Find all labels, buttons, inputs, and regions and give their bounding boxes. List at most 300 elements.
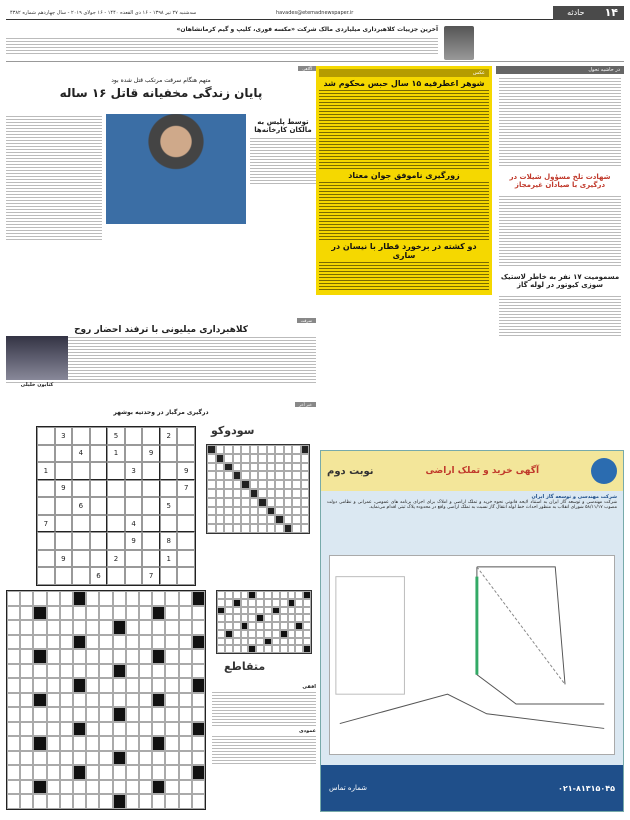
crossword-cell[interactable] <box>179 693 192 708</box>
crossword-cell[interactable] <box>152 707 165 722</box>
crossword-cell[interactable] <box>33 722 46 737</box>
crossword-grid[interactable] <box>6 590 206 810</box>
crossword-cell[interactable] <box>73 664 86 679</box>
crossword-cell[interactable] <box>33 765 46 780</box>
crossword-cell[interactable] <box>47 649 60 664</box>
sudoku-cell[interactable] <box>107 480 125 498</box>
crossword-cell[interactable] <box>86 591 99 606</box>
crossword-cell[interactable] <box>192 693 205 708</box>
sudoku-cell[interactable] <box>142 550 160 568</box>
sudoku-cell[interactable]: 1 <box>160 550 178 568</box>
sudoku-grid[interactable] <box>36 426 196 586</box>
crossword-cell[interactable] <box>99 664 112 679</box>
crossword-cell[interactable] <box>7 649 20 664</box>
crossword-cell[interactable] <box>192 765 205 780</box>
sudoku-cell[interactable]: 9 <box>55 480 73 498</box>
crossword-cell[interactable] <box>20 591 33 606</box>
crossword-cell[interactable] <box>20 606 33 621</box>
sudoku-cell[interactable]: 5 <box>160 497 178 515</box>
sudoku-cell[interactable] <box>160 462 178 480</box>
crossword-cell[interactable] <box>139 664 152 679</box>
crossword-cell[interactable] <box>113 664 126 679</box>
crossword-cell[interactable] <box>113 765 126 780</box>
crossword-cell[interactable] <box>73 635 86 650</box>
crossword-cell[interactable] <box>99 635 112 650</box>
crossword-cell[interactable] <box>139 707 152 722</box>
sudoku-cell[interactable] <box>142 480 160 498</box>
lead-headline[interactable]: آخرین جزییات کلاهبرداری میلیاردی مالک شرکت «مکسه فوری، کلیپ و گیم کرمانشاهان» <box>176 26 438 33</box>
crossword-cell[interactable] <box>165 707 178 722</box>
crossword-cell[interactable] <box>179 649 192 664</box>
crossword-cell[interactable] <box>139 606 152 621</box>
crossword-cell[interactable] <box>139 736 152 751</box>
crossword-cell[interactable] <box>192 707 205 722</box>
sudoku-cell[interactable] <box>125 445 143 463</box>
crossword-cell[interactable] <box>47 794 60 809</box>
crossword-cell[interactable] <box>7 722 20 737</box>
crossword-cell[interactable] <box>192 794 205 809</box>
sudoku-cell[interactable] <box>72 532 90 550</box>
crossword-cell[interactable] <box>33 693 46 708</box>
middle-story2-title[interactable]: زورگیری ناموفق جوان معتاد <box>348 171 460 180</box>
crossword-cell[interactable] <box>7 707 20 722</box>
crossword-cell[interactable] <box>47 780 60 795</box>
sudoku-cell[interactable] <box>160 515 178 533</box>
sudoku-cell[interactable] <box>107 497 125 515</box>
crossword-cell[interactable] <box>152 794 165 809</box>
crossword-cell[interactable] <box>126 635 139 650</box>
sudoku-cell[interactable]: 8 <box>160 532 178 550</box>
sudoku-cell[interactable] <box>90 497 108 515</box>
crossword-cell[interactable] <box>60 722 73 737</box>
crossword-cell[interactable] <box>152 780 165 795</box>
crossword-cell[interactable] <box>33 794 46 809</box>
crossword-cell[interactable] <box>192 606 205 621</box>
crossword-cell[interactable] <box>152 591 165 606</box>
sudoku-cell[interactable] <box>177 515 195 533</box>
crossword-cell[interactable] <box>60 780 73 795</box>
crossword-cell[interactable] <box>73 606 86 621</box>
crossword-cell[interactable] <box>60 606 73 621</box>
crossword-cell[interactable] <box>73 780 86 795</box>
crossword-cell[interactable] <box>139 620 152 635</box>
crossword-cell[interactable] <box>20 722 33 737</box>
crossword-cell[interactable] <box>126 591 139 606</box>
sudoku-cell[interactable]: 5 <box>107 427 125 445</box>
crossword-cell[interactable] <box>165 678 178 693</box>
crossword-cell[interactable] <box>179 664 192 679</box>
sudoku-cell[interactable] <box>125 480 143 498</box>
crossword-cell[interactable] <box>47 765 60 780</box>
crossword-cell[interactable] <box>165 765 178 780</box>
crossword-cell[interactable] <box>179 794 192 809</box>
sudoku-cell[interactable] <box>177 497 195 515</box>
crossword-cell[interactable] <box>165 649 178 664</box>
middle-story1-title[interactable]: شوهر اعطرفیه ۱۵ سال حبس محکوم شد <box>323 79 485 88</box>
crossword-cell[interactable] <box>179 765 192 780</box>
small-article-headline[interactable]: درگیری مرگبار در وحدتیه بوشهر <box>113 409 209 416</box>
sudoku-cell[interactable] <box>55 567 73 585</box>
crossword-cell[interactable] <box>73 693 86 708</box>
crossword-cell[interactable] <box>165 591 178 606</box>
crossword-cell[interactable] <box>20 649 33 664</box>
sudoku-cell[interactable] <box>107 515 125 533</box>
sudoku-cell[interactable] <box>107 462 125 480</box>
crossword-cell[interactable] <box>73 794 86 809</box>
crossword-cell[interactable] <box>99 693 112 708</box>
crossword-cell[interactable] <box>99 649 112 664</box>
crossword-cell[interactable] <box>126 722 139 737</box>
sudoku-cell[interactable] <box>142 515 160 533</box>
crossword-cell[interactable] <box>99 780 112 795</box>
crossword-cell[interactable] <box>33 591 46 606</box>
sudoku-cell[interactable]: 2 <box>160 427 178 445</box>
sudoku-cell[interactable] <box>90 462 108 480</box>
sudoku-cell[interactable] <box>72 515 90 533</box>
sudoku-cell[interactable] <box>37 550 55 568</box>
crossword-cell[interactable] <box>165 751 178 766</box>
crossword-cell[interactable] <box>86 693 99 708</box>
crossword-cell[interactable] <box>60 794 73 809</box>
sudoku-cell[interactable] <box>160 445 178 463</box>
sudoku-cell[interactable] <box>37 497 55 515</box>
sudoku-cell[interactable] <box>90 480 108 498</box>
crossword-cell[interactable] <box>73 765 86 780</box>
crossword-cell[interactable] <box>99 606 112 621</box>
crossword-cell[interactable] <box>179 722 192 737</box>
sudoku-cell[interactable] <box>72 427 90 445</box>
sudoku-cell[interactable] <box>125 550 143 568</box>
sudoku-cell[interactable] <box>90 532 108 550</box>
crossword-cell[interactable] <box>126 780 139 795</box>
crossword-cell[interactable] <box>60 707 73 722</box>
crossword-cell[interactable] <box>7 664 20 679</box>
crossword-cell[interactable] <box>86 606 99 621</box>
crossword-cell[interactable] <box>192 678 205 693</box>
crossword-cell[interactable] <box>47 620 60 635</box>
crossword-cell[interactable] <box>192 751 205 766</box>
crossword-cell[interactable] <box>99 765 112 780</box>
crossword-cell[interactable] <box>113 693 126 708</box>
crossword-cell[interactable] <box>113 751 126 766</box>
crossword-cell[interactable] <box>139 591 152 606</box>
crossword-cell[interactable] <box>60 591 73 606</box>
crossword-cell[interactable] <box>139 722 152 737</box>
crossword-cell[interactable] <box>99 751 112 766</box>
crossword-cell[interactable] <box>99 794 112 809</box>
crossword-cell[interactable] <box>86 780 99 795</box>
crossword-cell[interactable] <box>126 606 139 621</box>
sudoku-cell[interactable] <box>160 567 178 585</box>
sudoku-cell[interactable]: 9 <box>125 532 143 550</box>
crossword-cell[interactable] <box>7 751 20 766</box>
crossword-cell[interactable] <box>86 707 99 722</box>
sudoku-cell[interactable]: 3 <box>55 427 73 445</box>
sudoku-cell[interactable] <box>37 532 55 550</box>
sudoku-cell[interactable] <box>90 427 108 445</box>
sudoku-cell[interactable] <box>177 427 195 445</box>
crossword-cell[interactable] <box>7 765 20 780</box>
feature-side-title[interactable]: توسط پلیس به مالکان کارخانه‌ها <box>254 118 312 134</box>
crossword-cell[interactable] <box>126 736 139 751</box>
crossword-cell[interactable] <box>113 591 126 606</box>
crossword-cell[interactable] <box>126 620 139 635</box>
sudoku-cell[interactable] <box>55 462 73 480</box>
crossword-cell[interactable] <box>179 591 192 606</box>
crossword-cell[interactable] <box>7 736 20 751</box>
crossword-cell[interactable] <box>192 780 205 795</box>
crossword-cell[interactable] <box>33 751 46 766</box>
sudoku-cell[interactable]: 7 <box>37 515 55 533</box>
crossword-cell[interactable] <box>139 794 152 809</box>
crossword-cell[interactable] <box>139 649 152 664</box>
crossword-cell[interactable] <box>20 765 33 780</box>
sudoku-cell[interactable] <box>72 462 90 480</box>
right-story3-title[interactable]: مسمومیت ۱۷ نفر به خاطر لاستیک سوزی کیوتور در لوله گاز <box>500 273 620 289</box>
sudoku-cell[interactable] <box>37 445 55 463</box>
sudoku-cell[interactable] <box>72 550 90 568</box>
sudoku-cell[interactable]: 2 <box>107 550 125 568</box>
crossword-cell[interactable] <box>20 736 33 751</box>
crossword-cell[interactable] <box>179 780 192 795</box>
crossword-cell[interactable] <box>20 794 33 809</box>
crossword-cell[interactable] <box>192 736 205 751</box>
sudoku-cell[interactable]: 4 <box>125 515 143 533</box>
crossword-cell[interactable] <box>47 751 60 766</box>
crossword-cell[interactable] <box>126 693 139 708</box>
crossword-cell[interactable] <box>192 620 205 635</box>
crossword-cell[interactable] <box>192 664 205 679</box>
crossword-cell[interactable] <box>47 591 60 606</box>
crossword-cell[interactable] <box>7 620 20 635</box>
crossword-cell[interactable] <box>139 693 152 708</box>
crossword-cell[interactable] <box>60 678 73 693</box>
sudoku-cell[interactable] <box>177 567 195 585</box>
crossword-cell[interactable] <box>99 678 112 693</box>
sudoku-cell[interactable]: 7 <box>177 480 195 498</box>
sudoku-cell[interactable]: 7 <box>142 567 160 585</box>
sudoku-cell[interactable] <box>72 567 90 585</box>
crossword-cell[interactable] <box>99 620 112 635</box>
crossword-cell[interactable] <box>179 635 192 650</box>
crossword-cell[interactable] <box>73 591 86 606</box>
crossword-cell[interactable] <box>73 707 86 722</box>
crossword-cell[interactable] <box>47 693 60 708</box>
crossword-cell[interactable] <box>113 736 126 751</box>
sudoku-cell[interactable]: 9 <box>177 462 195 480</box>
feature-headline[interactable]: پایان زندگی مخفیانه قاتل ۱۶ ساله <box>59 86 263 100</box>
crossword-cell[interactable] <box>60 736 73 751</box>
crossword-cell[interactable] <box>165 693 178 708</box>
sudoku-cell[interactable] <box>37 427 55 445</box>
sudoku-cell[interactable]: 3 <box>125 462 143 480</box>
sudoku-cell[interactable] <box>125 497 143 515</box>
sudoku-cell[interactable]: 6 <box>90 567 108 585</box>
crossword-cell[interactable] <box>86 751 99 766</box>
sudoku-cell[interactable]: 9 <box>142 445 160 463</box>
sudoku-cell[interactable]: 1 <box>37 462 55 480</box>
sudoku-cell[interactable]: 4 <box>72 445 90 463</box>
crossword-cell[interactable] <box>86 678 99 693</box>
right-story2-title[interactable]: شهادت تلخ مسؤول شیلات در درگیری با صیادان غیرمجاز <box>509 173 611 189</box>
crossword-cell[interactable] <box>33 620 46 635</box>
crossword-cell[interactable] <box>179 751 192 766</box>
crossword-cell[interactable] <box>152 606 165 621</box>
crossword-cell[interactable] <box>7 606 20 621</box>
crossword-cell[interactable] <box>152 722 165 737</box>
sudoku-cell[interactable] <box>55 532 73 550</box>
crossword-cell[interactable] <box>73 620 86 635</box>
crossword-cell[interactable] <box>192 591 205 606</box>
crossword-cell[interactable] <box>152 736 165 751</box>
crossword-cell[interactable] <box>73 751 86 766</box>
crossword-cell[interactable] <box>47 606 60 621</box>
crossword-cell[interactable] <box>20 664 33 679</box>
crossword-cell[interactable] <box>86 736 99 751</box>
crossword-cell[interactable] <box>192 722 205 737</box>
sudoku-cell[interactable] <box>90 550 108 568</box>
crossword-cell[interactable] <box>86 664 99 679</box>
crossword-cell[interactable] <box>179 707 192 722</box>
crossword-cell[interactable] <box>20 678 33 693</box>
crossword-cell[interactable] <box>60 620 73 635</box>
sudoku-cell[interactable] <box>107 567 125 585</box>
crossword-cell[interactable] <box>113 794 126 809</box>
crossword-cell[interactable] <box>60 765 73 780</box>
sudoku-cell[interactable] <box>125 427 143 445</box>
crossword-cell[interactable] <box>139 678 152 693</box>
crossword-cell[interactable] <box>7 780 20 795</box>
crossword-cell[interactable] <box>152 765 165 780</box>
crossword-cell[interactable] <box>20 693 33 708</box>
crossword-cell[interactable] <box>113 620 126 635</box>
sudoku-cell[interactable] <box>37 480 55 498</box>
crossword-cell[interactable] <box>33 736 46 751</box>
crossword-cell[interactable] <box>60 649 73 664</box>
crossword-cell[interactable] <box>86 635 99 650</box>
crossword-cell[interactable] <box>73 678 86 693</box>
crossword-cell[interactable] <box>47 678 60 693</box>
crossword-cell[interactable] <box>192 649 205 664</box>
crossword-cell[interactable] <box>126 649 139 664</box>
crossword-cell[interactable] <box>126 751 139 766</box>
sudoku-cell[interactable]: 1 <box>107 445 125 463</box>
crossword-cell[interactable] <box>139 780 152 795</box>
crossword-cell[interactable] <box>60 693 73 708</box>
crossword-cell[interactable] <box>73 736 86 751</box>
sudoku-cell[interactable] <box>142 427 160 445</box>
crossword-cell[interactable] <box>99 736 112 751</box>
crossword-cell[interactable] <box>20 751 33 766</box>
crossword-cell[interactable] <box>60 664 73 679</box>
crossword-cell[interactable] <box>139 751 152 766</box>
sudoku-cell[interactable] <box>55 515 73 533</box>
crossword-cell[interactable] <box>165 635 178 650</box>
crossword-cell[interactable] <box>165 620 178 635</box>
sudoku-cell[interactable] <box>55 445 73 463</box>
crossword-cell[interactable] <box>33 780 46 795</box>
crossword-cell[interactable] <box>86 722 99 737</box>
crossword-cell[interactable] <box>33 635 46 650</box>
sudoku-cell[interactable]: 6 <box>72 497 90 515</box>
crossword-cell[interactable] <box>73 649 86 664</box>
crossword-cell[interactable] <box>179 736 192 751</box>
sudoku-cell[interactable] <box>90 515 108 533</box>
crossword-cell[interactable] <box>47 722 60 737</box>
mid-article-headline[interactable]: کلاهبرداری میلیونی با ترفند احضار روح <box>74 325 248 335</box>
crossword-cell[interactable] <box>99 591 112 606</box>
crossword-cell[interactable] <box>126 664 139 679</box>
crossword-cell[interactable] <box>20 620 33 635</box>
crossword-cell[interactable] <box>113 635 126 650</box>
sudoku-cell[interactable] <box>125 567 143 585</box>
crossword-cell[interactable] <box>152 751 165 766</box>
crossword-cell[interactable] <box>86 794 99 809</box>
crossword-cell[interactable] <box>152 635 165 650</box>
crossword-cell[interactable] <box>99 722 112 737</box>
crossword-cell[interactable] <box>165 664 178 679</box>
crossword-cell[interactable] <box>165 780 178 795</box>
sudoku-cell[interactable] <box>72 480 90 498</box>
crossword-cell[interactable] <box>152 664 165 679</box>
crossword-cell[interactable] <box>33 649 46 664</box>
crossword-cell[interactable] <box>113 780 126 795</box>
sudoku-cell[interactable] <box>160 480 178 498</box>
crossword-cell[interactable] <box>139 635 152 650</box>
crossword-cell[interactable] <box>33 606 46 621</box>
crossword-cell[interactable] <box>47 635 60 650</box>
crossword-cell[interactable] <box>7 794 20 809</box>
crossword-cell[interactable] <box>73 722 86 737</box>
crossword-cell[interactable] <box>113 678 126 693</box>
crossword-cell[interactable] <box>86 765 99 780</box>
crossword-cell[interactable] <box>33 678 46 693</box>
crossword-cell[interactable] <box>20 707 33 722</box>
crossword-cell[interactable] <box>126 794 139 809</box>
site-email[interactable]: havades@etemadnewspaper.ir <box>275 9 354 16</box>
crossword-cell[interactable] <box>20 780 33 795</box>
crossword-cell[interactable] <box>165 606 178 621</box>
crossword-cell[interactable] <box>113 649 126 664</box>
crossword-cell[interactable] <box>113 707 126 722</box>
crossword-cell[interactable] <box>60 635 73 650</box>
crossword-cell[interactable] <box>33 707 46 722</box>
crossword-cell[interactable] <box>47 707 60 722</box>
crossword-cell[interactable] <box>165 736 178 751</box>
crossword-cell[interactable] <box>139 765 152 780</box>
crossword-cell[interactable] <box>126 707 139 722</box>
middle-story3-title[interactable]: دو کشته در برخورد قطار با نیسان در ساری <box>331 242 477 260</box>
crossword-cell[interactable] <box>179 620 192 635</box>
crossword-cell[interactable] <box>152 678 165 693</box>
sudoku-cell[interactable] <box>142 462 160 480</box>
crossword-cell[interactable] <box>99 707 112 722</box>
sudoku-cell[interactable] <box>142 497 160 515</box>
crossword-cell[interactable] <box>113 722 126 737</box>
crossword-cell[interactable] <box>165 794 178 809</box>
crossword-cell[interactable] <box>86 620 99 635</box>
crossword-cell[interactable] <box>126 765 139 780</box>
crossword-cell[interactable] <box>192 635 205 650</box>
crossword-cell[interactable] <box>126 678 139 693</box>
sudoku-cell[interactable] <box>177 532 195 550</box>
crossword-cell[interactable] <box>47 736 60 751</box>
crossword-cell[interactable] <box>20 635 33 650</box>
crossword-cell[interactable] <box>179 678 192 693</box>
crossword-cell[interactable] <box>152 693 165 708</box>
crossword-cell[interactable] <box>179 606 192 621</box>
ad-phone[interactable]: ۰۲۱-۸۱۳۱۵۰۴۵ <box>557 783 615 793</box>
